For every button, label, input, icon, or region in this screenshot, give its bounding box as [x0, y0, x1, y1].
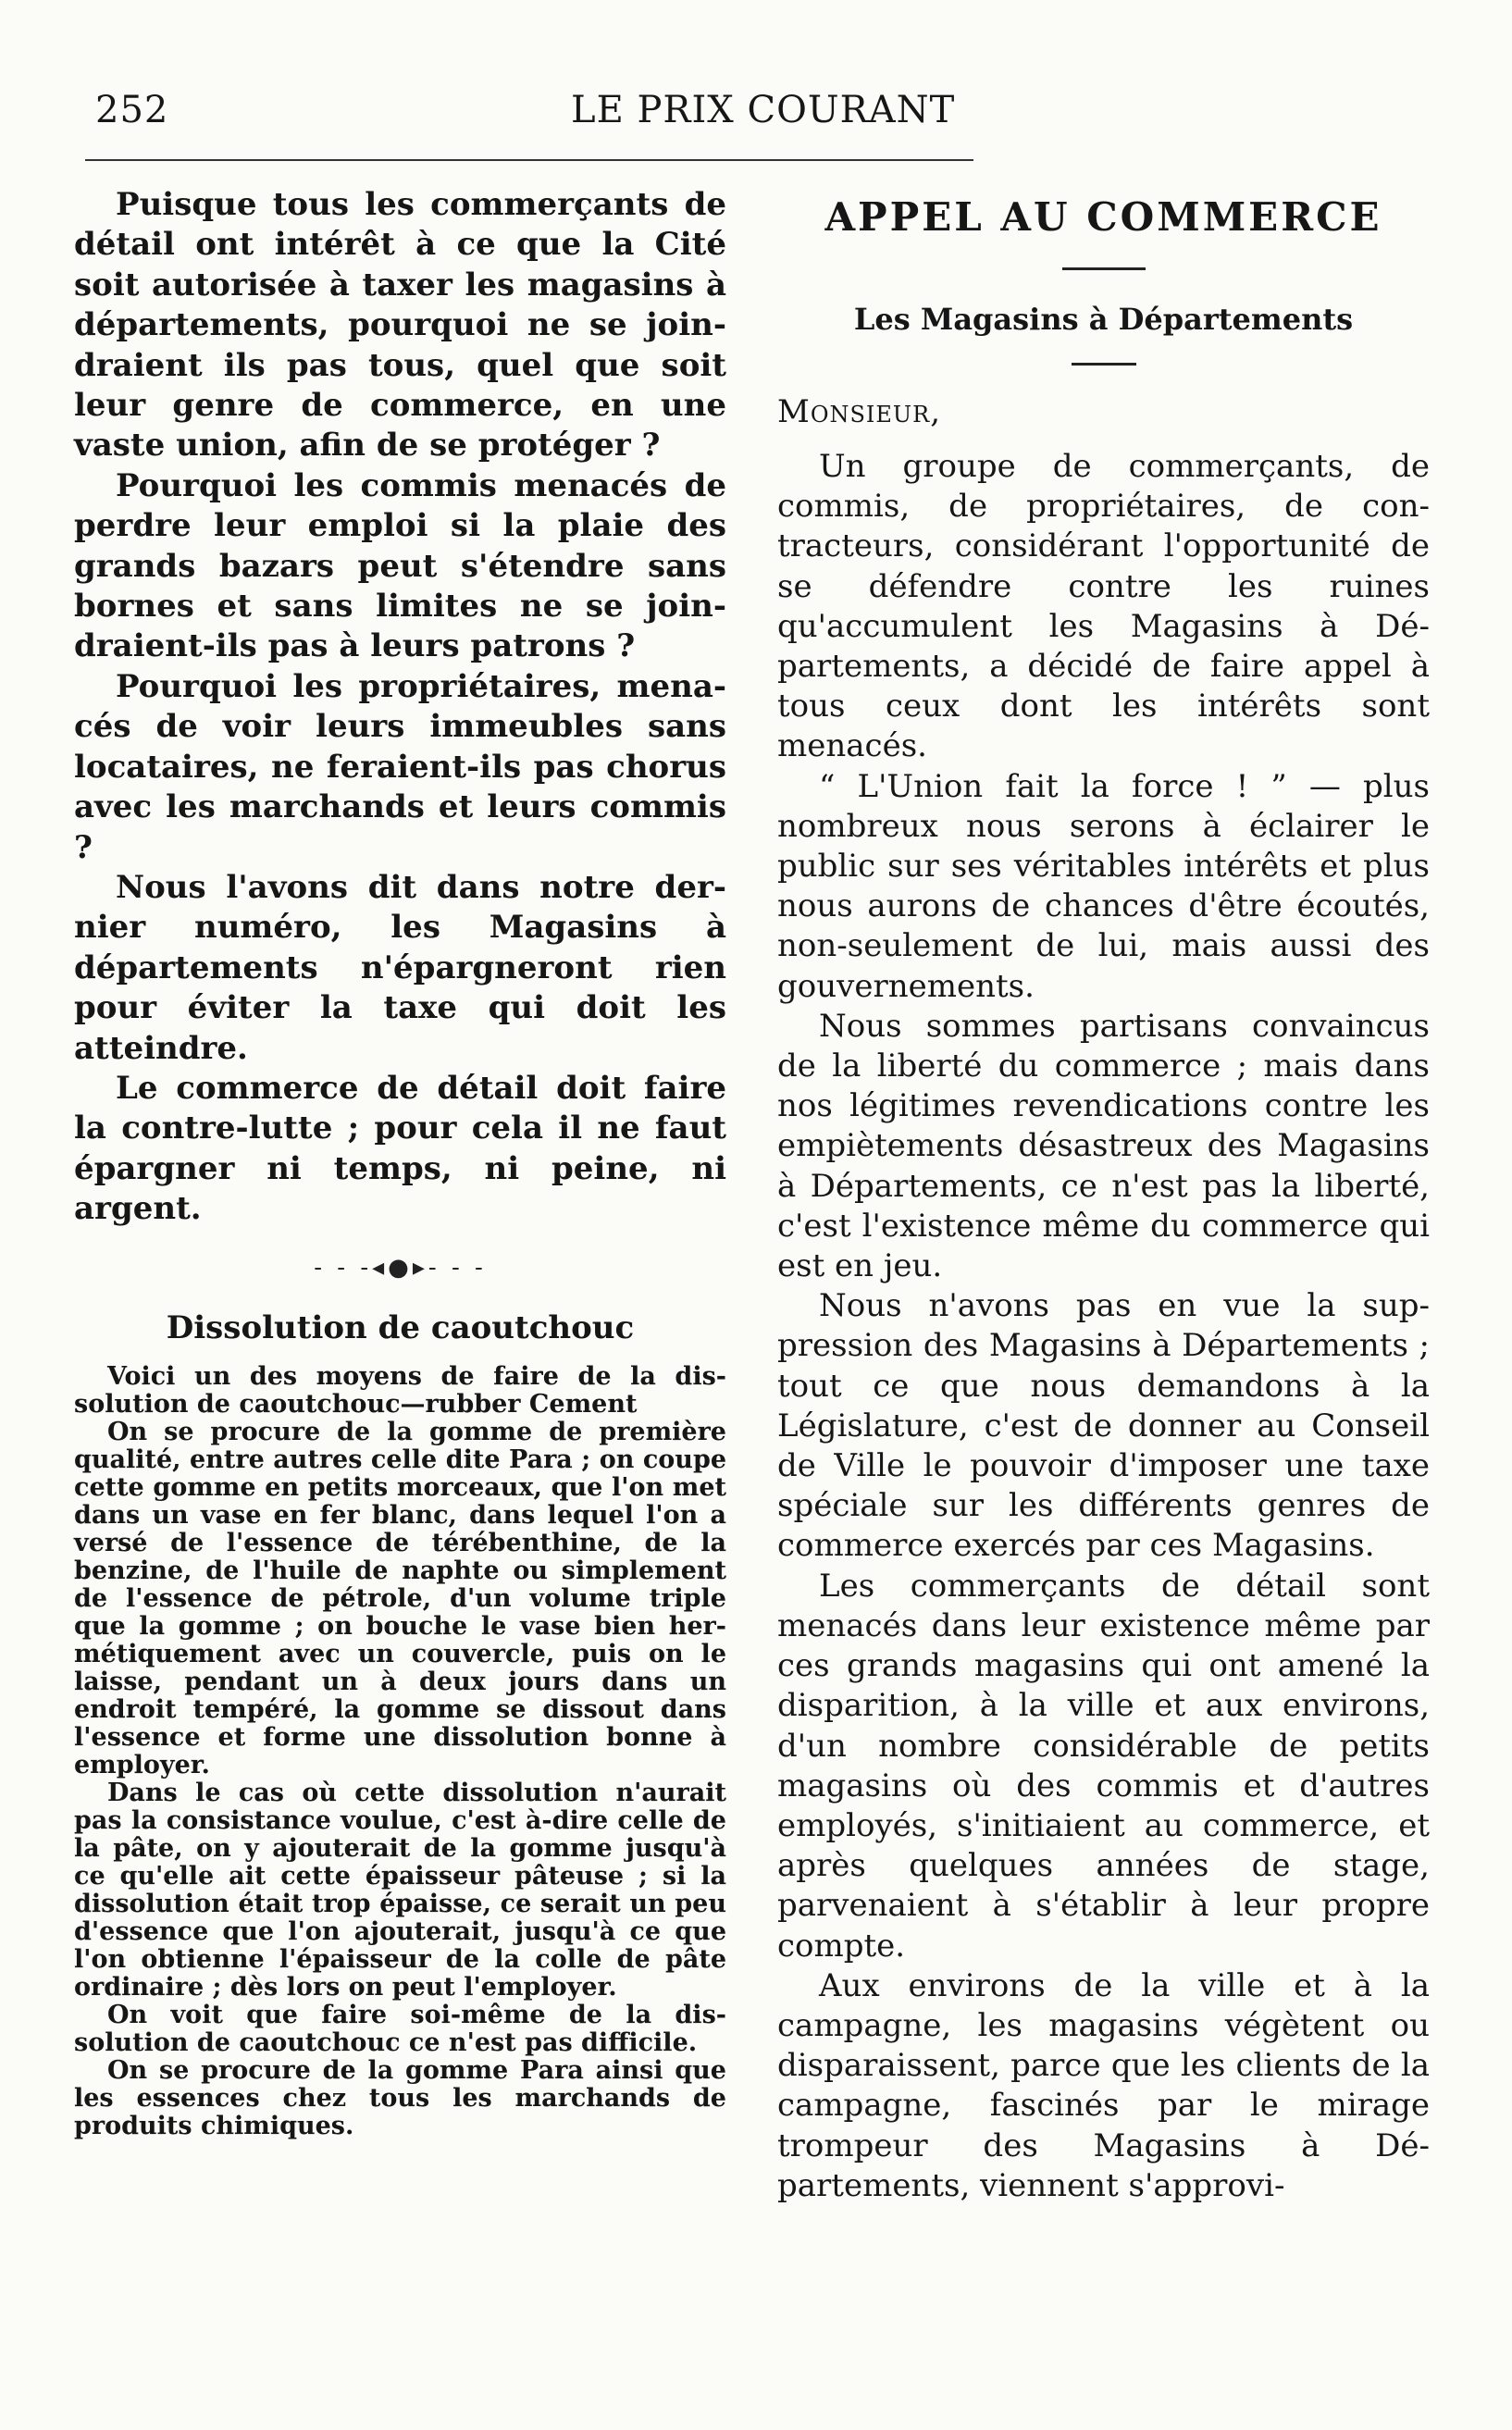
right-column [777, 185, 1430, 2206]
paragraph: Puisque tous les commerçants de détail ont intérêt à ce que la Cité soit autorisée à taxer les magasins à départements, pourquoi ne se joindraient ils pas tous, quel que soit leur genre de commerce, en une vaste union, afin de se protéger ? [74, 186, 726, 465]
article-paragraph: Dans le cas où cette dissolution n'aurait pas la consistance voulue, c'est à-dire celle de la pâte, on y ajouterait de la gomme jusqu'à ce qu'elle ait cette épaisseur pâteuse ; si la dissolution était trop épaisse, ce serait un peu d'essence que l'on ajouterait, jusqu'à ce que l'on obtienne l'épaisseur de la colle de pâte ordinaire ; dès lors on peut l'employer. [74, 1778, 726, 2002]
appeal-heading: APPEL AU COMMERCE [824, 194, 1382, 240]
heading-rule [1062, 267, 1146, 270]
section-ornament: - - -◂●▸- - - [314, 1253, 487, 1282]
paragraph: Un groupe de commerçants, de commis, de propriétaires, de contracteurs, considérant l'opportunité de se défendre contre les ruines qu'accumulent les Magasins à Départements, a décidé de faire appel à tous ceux dont les intérêts sont menacés. [777, 448, 1430, 765]
subheading-rule [1072, 363, 1136, 366]
paragraph: Nous n'avons pas en vue la suppression des Magasins à Départements ; tout ce que nous demandons à la Législature, c'est de donner au Conseil de Ville le pouvoir d'imposer une taxe spéciale sur les différents genres de commerce exercés par ces Magasins. [777, 1287, 1430, 1565]
paragraph: “ L'Union fait la force ! ” — plus nombreux nous serons à éclairer le public sur ses véritables intérêts et plus nous aurons de chances d'être écoutés, non-seulement de lui, mais aussi des gouvernements. [777, 767, 1430, 1005]
article-paragraph: On se procure de la gomme de première qualité, entre autres celle dite Para ; on coupe cette gomme en petits morceaux, que l'on met dans un vase en fer blanc, dans lequel l'on a versé de l'essence de térébenthine, de la benzine, de l'huile de naphte ou simplement de l'essence de pétrole, d'un volume triple que la gomme ; on bouche le vase bien hermétiquement avec un couvercle, puis on le laisse, pendant un à deux jours dans un endroit tempéré, la gomme se dissout dans l'essence et forme une dissolution bonne à employer. [74, 1417, 726, 1779]
paragraph: Pourquoi les propriétaires, menacés de voir leurs immeubles sans locataires, ne feraient-ils pas chorus avec les marchands et leurs commis ? [74, 667, 726, 866]
paragraph: Aux environs de la ville et à la campagne, les magasins végètent ou disparaissent, parce que les clients de la campagne, fascinés par le mirage trompeur des Magasins à Départements, viennent s'approvi- [777, 1966, 1430, 2204]
header-rule [85, 159, 973, 161]
appeal-subheading: Les Magasins à Départements [853, 302, 1354, 337]
article-paragraph: On voit que faire soi-même de la dissolution de caoutchouc ce n'est pas difficile. [74, 2000, 726, 2057]
journal-title: LE PRIX COURANT [571, 89, 956, 131]
article-paragraph: On se procure de la gomme Para ainsi que les essences chez tous les marchands de produits chimiques. [74, 2055, 726, 2140]
paragraph: Le commerce de détail doit faire la contre-lutte ; pour cela il ne faut épargner ni temps, ni peine, ni argent. [74, 1069, 726, 1228]
left-column [74, 185, 726, 2140]
paragraph: Nous sommes partisans convaincus de la liberté du commerce ; mais dans nos légitimes revendications contre les empiètements désastreux des Magasins à Départements, ce n'est pas la liberté, c'est l'existence même du commerce qui est en jeu. [777, 1007, 1430, 1285]
running-head [0, 89, 1512, 144]
article-paragraph: Voici un des moyens de faire de la dissolution de caoutchouc—rubber Cement [74, 1361, 726, 1419]
paragraph: Pourquoi les commis menacés de perdre leur emploi si la plaie des grands bazars peut s'étendre sans bornes et sans limites ne se joindraient-ils pas à leurs patrons ? [74, 466, 726, 665]
article-title: Dissolution de caoutchouc [166, 1308, 635, 1346]
page-number: 252 [95, 89, 169, 131]
paragraph: Nous l'avons dit dans notre dernier numéro, les Magasins à départements n'épargneront rien pour éviter la taxe qui doit les atteindre. [74, 868, 726, 1067]
salutation: Monsieur, [777, 393, 942, 430]
paragraph: Les commerçants de détail sont menacés dans leur existence même par ces grands magasins qui ont amené la disparition, à la ville et aux environs, d'un nombre considérable de petits magasins où des commis et d'autres employés, s'initiaient au commerce, et après quelques années de stage, parvenaient à s'établir à leur propre compte. [777, 1567, 1430, 1965]
